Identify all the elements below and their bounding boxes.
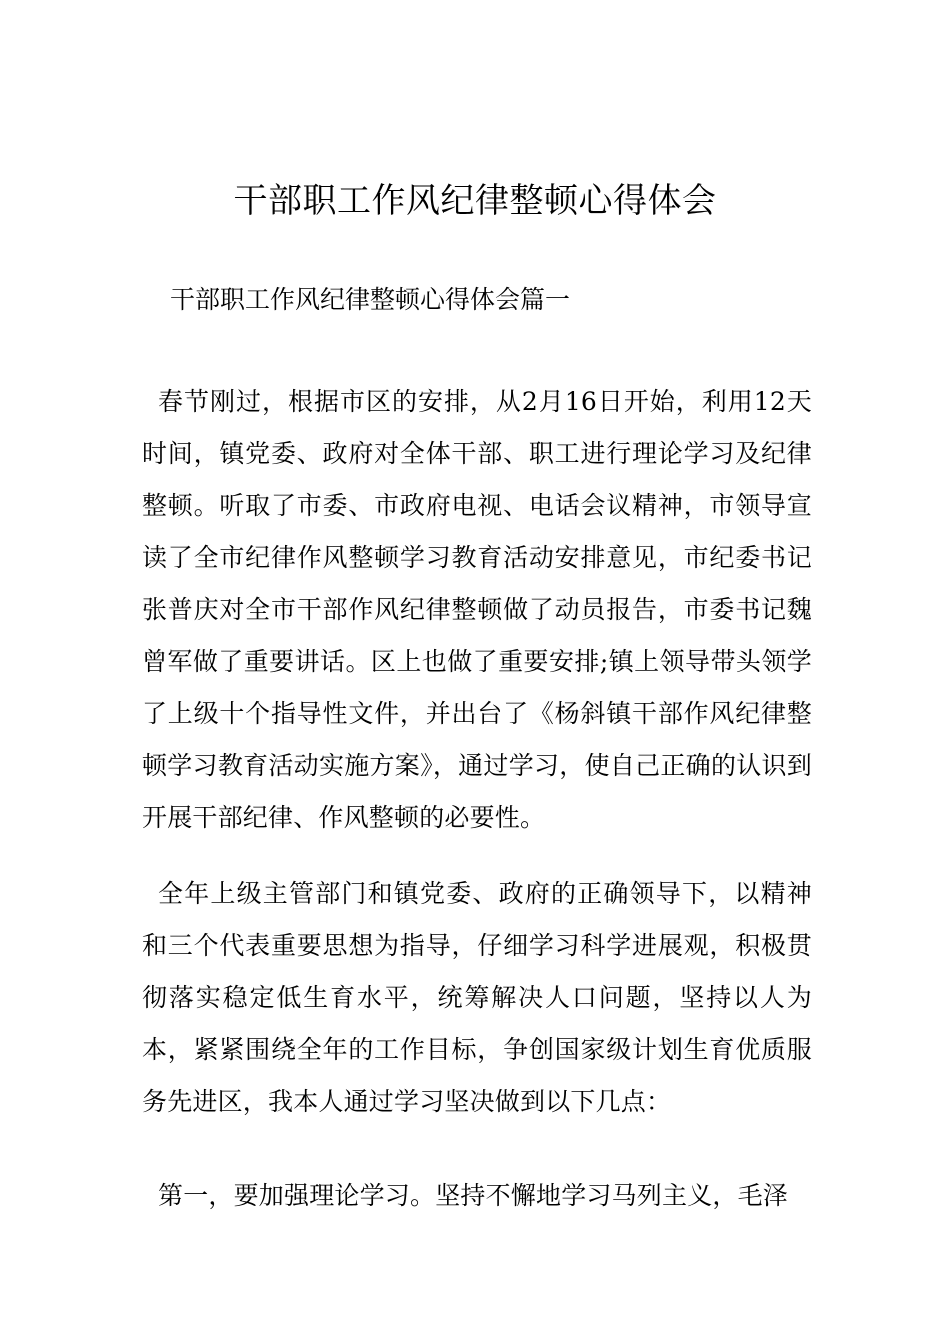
- document-subtitle: 干部职工作风纪律整顿心得体会篇一: [170, 285, 571, 314]
- paragraph-3: 第一，要加强理论学习。坚持不懈地学习马列主义，毛泽: [158, 1181, 789, 1210]
- paragraph-1: 春节刚过，根据市区的安排，从2月16日开始，利用12天时间，镇党委、政府对全体干部、职工进行理论学习及纪律整顿。听取了市委、市政府电视、电话会议精神，市领导宣读了全市纪律作风整顿学习教育活动安排意见，市纪委书记张普庆对全市干部作风纪律整顿做了动员报告，市委书记魏曾军做了重要讲话。区上也做了重要安排;镇上领导带头领学了上级十个指导性文件，并出台了《杨斜镇干部作风纪律整顿学习教育活动实施方案》，通过学习，使自己正确的认识到开展干部纪律、作风整顿的必要性。: [142, 387, 812, 832]
- document-title: 干部职工作风纪律整顿心得体会: [233, 181, 717, 221]
- paragraph-2: 全年上级主管部门和镇党委、政府的正确领导下，以精神和三个代表重要思想为指导，仔细学习科学进展观，积极贯彻落实稳定低生育水平，统筹解决人口问题，坚持以人为本，紧紧围绕全年的工作目标，争创国家级计划生育优质服务先进区，我本人通过学习坚决做到以下几点：: [142, 879, 812, 1116]
